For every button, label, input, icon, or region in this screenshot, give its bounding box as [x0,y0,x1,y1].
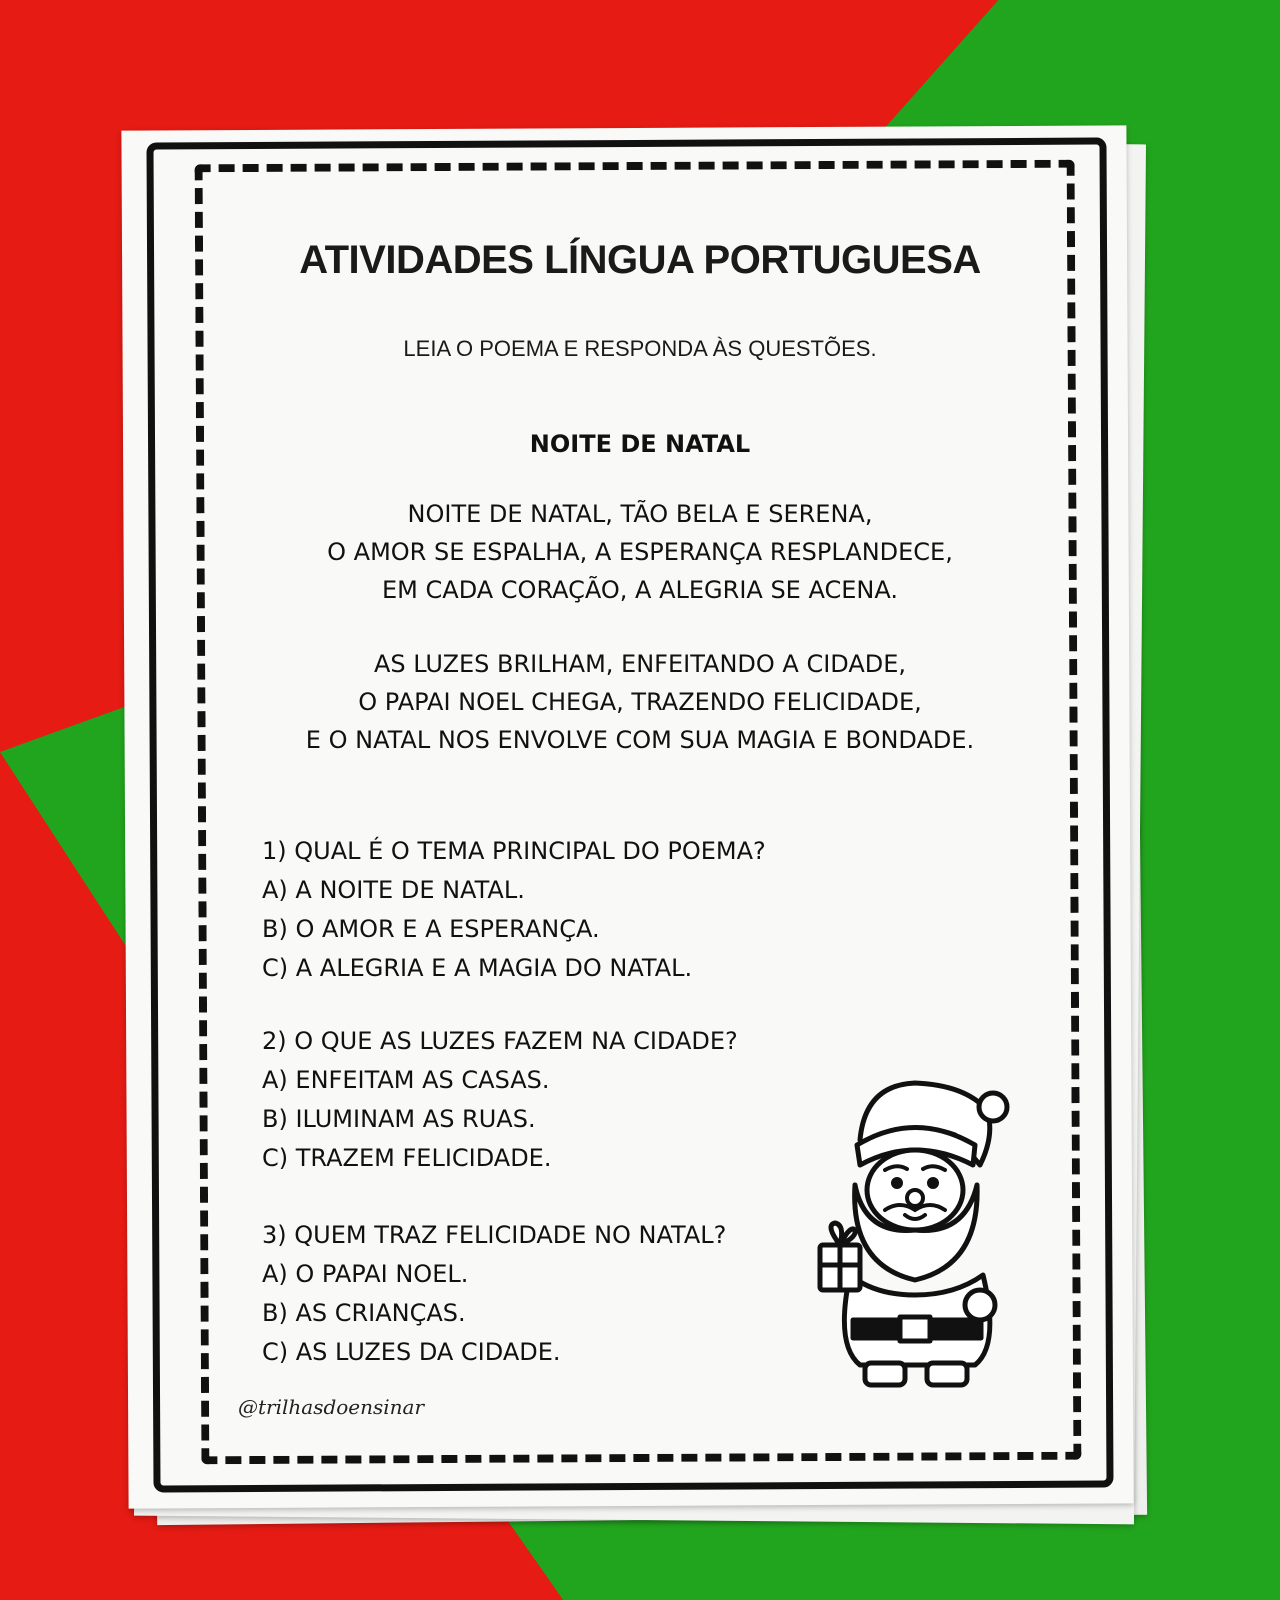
poem-stanza-1 [0,495,1280,609]
question-option: C) A ALEGRIA E A MAGIA DO NATAL. [262,954,693,982]
worksheet-title: ATIVIDADES LÍNGUA PORTUGUESA [299,238,981,282]
question-2 [262,1022,738,1178]
question-option: A) ENFEITAM AS CASAS. [262,1066,550,1094]
worksheet-instruction: LEIA O POEMA E RESPONDA ÀS QUESTÕES. [403,336,877,361]
author-handle: @trilhasdoensinar [238,1395,425,1419]
question-option: B) ILUMINAM AS RUAS. [262,1105,536,1133]
poem-stanza-2 [0,645,1280,759]
question-option: A) O PAPAI NOEL. [262,1260,469,1288]
question-3 [262,1216,726,1372]
santa-claus-icon [805,1065,1030,1395]
question-prompt: 3) QUEM TRAZ FELICIDADE NO NATAL? [262,1221,727,1249]
poem-title: NOITE DE NATAL [529,430,751,458]
question-option: B) AS CRIANÇAS. [262,1299,466,1327]
question-1 [262,832,766,988]
poem-line: O PAPAI NOEL CHEGA, TRAZENDO FELICIDADE, [358,688,922,716]
poem-line: E O NATAL NOS ENVOLVE COM SUA MAGIA E BONDADE. [305,726,975,754]
question-option: A) A NOITE DE NATAL. [262,876,525,904]
poem-line: EM CADA CORAÇÃO, A ALEGRIA SE ACENA. [382,576,898,604]
poem-line: AS LUZES BRILHAM, ENFEITANDO A CIDADE, [373,650,907,678]
question-option: C) TRAZEM FELICIDADE. [262,1144,552,1172]
poem-line: NOITE DE NATAL, TÃO BELA E SERENA, [407,500,873,528]
question-prompt: 2) O QUE AS LUZES FAZEM NA CIDADE? [262,1027,738,1055]
question-option: B) O AMOR E A ESPERANÇA. [262,915,600,943]
question-prompt: 1) QUAL É O TEMA PRINCIPAL DO POEMA? [262,837,766,865]
poem-line: O AMOR SE ESPALHA, A ESPERANÇA RESPLANDECE, [327,538,953,566]
question-option: C) AS LUZES DA CIDADE. [262,1338,561,1366]
